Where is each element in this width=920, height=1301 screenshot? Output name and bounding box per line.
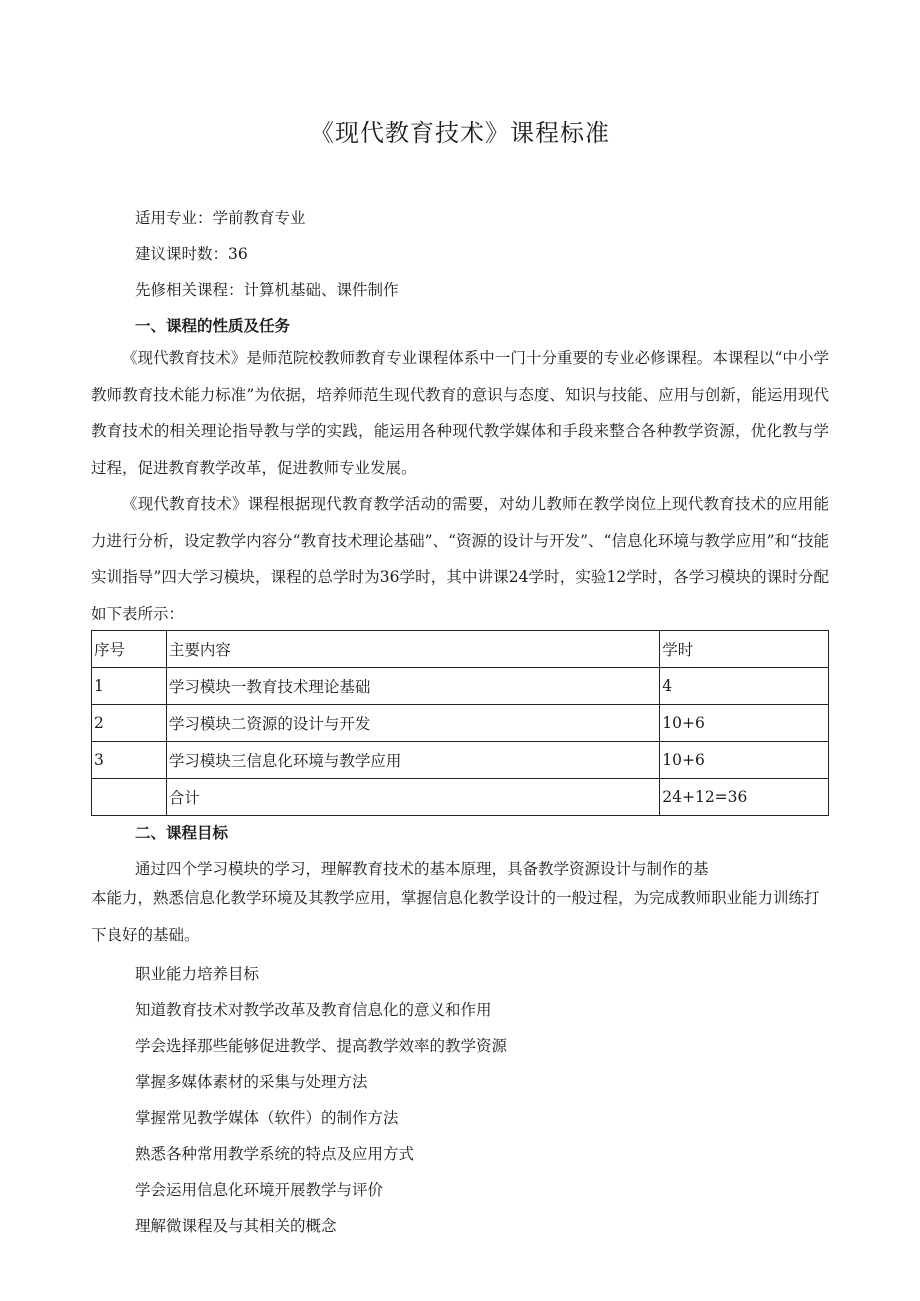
goal-item: 掌握常见教学媒体（软件）的制作方法 [135, 1109, 399, 1127]
section-heading-goals: 二、课程目标 [135, 824, 229, 842]
paragraph-goals-first-line: 通过四个学习模块的学习，理解教育技术的基本原理，具备教学资源设计与制作的基 [135, 860, 709, 878]
goal-item: 学会运用信息化环境开展教学与评价 [135, 1181, 384, 1199]
table-cell: 学习模块三信息化环境与教学应用 [166, 742, 659, 779]
table-cell: 10+6 [660, 742, 829, 779]
module-hours-table [91, 630, 829, 816]
goal-item: 学会选择那些能够促进教学、提高教学效率的教学资源 [135, 1037, 508, 1055]
paragraph-goals-rest: 本能力，熟悉信息化教学环境及其教学应用，掌握信息化教学设计的一般过程，为完成教师职业能力训练打下良好的基础。 [91, 889, 820, 944]
prerequisite-courses: 先修相关课程：计算机基础、课件制作 [135, 281, 399, 299]
paragraph-course-modules: 《现代教育技术》课程根据现代教育教学活动的需要，对幼儿教师在教学岗位上现代教育技术的应用能力进行分析，设定教学内容分“教育技术理论基础”、“资源的设计与开发”、“信息化环境与教学应用”和“技能实训指导”四大学习模块，课程的总学时为36学时，其中讲课24学时，实验12学时，各学习模块的课时分配如下表所示： [91, 495, 829, 623]
table-row [92, 668, 829, 705]
table-cell: 3 [92, 742, 167, 779]
section-heading-nature: 一、课程的性质及任务 [135, 317, 291, 335]
table-cell: 学习模块一教育技术理论基础 [166, 668, 659, 705]
goal-item: 理解微课程及与其相关的概念 [135, 1217, 337, 1235]
goal-item: 知道教育技术对教学改革及教育信息化的意义和作用 [135, 1001, 492, 1019]
suggested-hours: 建议课时数：36 [135, 245, 248, 263]
subheading-vocational-goals: 职业能力培养目标 [135, 965, 260, 983]
document-title: 《现代教育技术》课程标准 [310, 119, 610, 147]
paragraph-course-nature: 《现代教育技术》是师范院校教师教育专业课程体系中一门十分重要的专业必修课程。本课程以“中小学教师教育技术能力标准”为依据，培养师范生现代教育的意识与态度、知识与技能、应用与创新，能运用现代教育技术的相关理论指导教与学的实践，能运用各种现代教学媒体和手段来整合各种教学资源，优化教与学过程，促进教育教学改革，促进教师专业发展。 [91, 349, 829, 477]
table-row [92, 705, 829, 742]
table-cell: 学习模块二资源的设计与开发 [166, 705, 659, 742]
table-cell: 4 [660, 668, 829, 705]
table-header-cell: 主要内容 [166, 631, 659, 668]
table-cell: 10+6 [660, 705, 829, 742]
table-cell: 24+12=36 [660, 779, 829, 816]
table-header-row [92, 631, 829, 668]
goal-item: 掌握多媒体素材的采集与处理方法 [135, 1073, 368, 1091]
table-cell: 合计 [166, 779, 659, 816]
goal-item: 熟悉各种常用教学系统的特点及应用方式 [135, 1145, 415, 1163]
table-header-cell: 学时 [660, 631, 829, 668]
table-header-cell: 序号 [92, 631, 167, 668]
table-total-row [92, 779, 829, 816]
table-cell [92, 779, 167, 816]
table-cell: 2 [92, 705, 167, 742]
table-cell: 1 [92, 668, 167, 705]
table-row [92, 742, 829, 779]
applicable-major: 适用专业：学前教育专业 [135, 209, 306, 227]
